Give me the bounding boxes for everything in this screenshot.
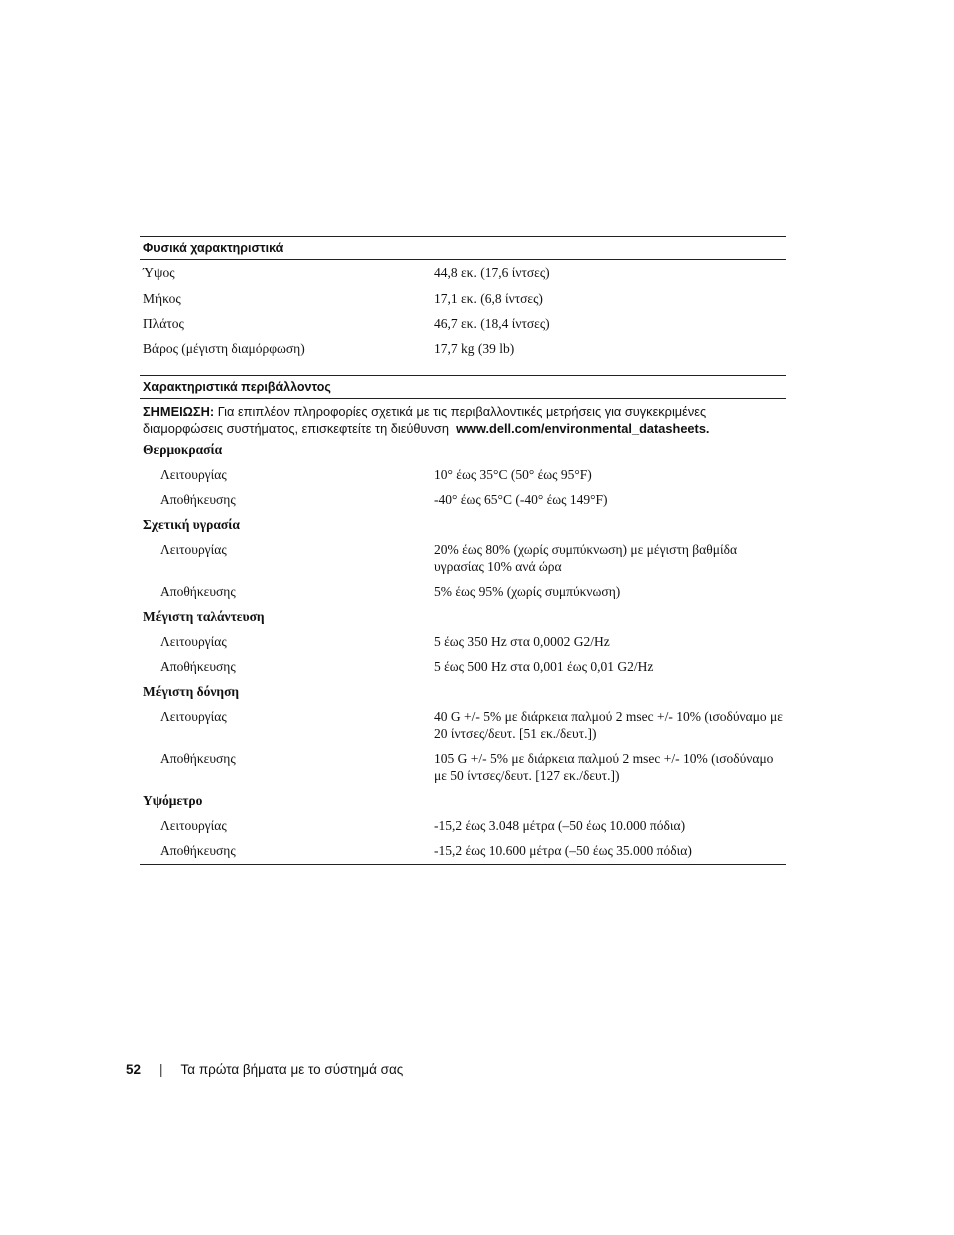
specifications-table [140, 236, 786, 865]
group-heading-altitude: Υψόμετρο [143, 793, 203, 808]
spec-row [140, 814, 786, 839]
spec-value: 17,7 kg (39 lb) [434, 341, 515, 356]
spec-value: -15,2 έως 3.048 μέτρα (–50 έως 10.000 πόδια) [434, 818, 686, 833]
spec-label: Μήκος [143, 291, 181, 306]
spec-row [140, 655, 786, 680]
spec-row-width [140, 312, 786, 337]
spec-row [140, 839, 786, 864]
spec-value: 17,1 εκ. (6,8 ίντσες) [434, 291, 543, 306]
spec-value: 20% έως 80% (χωρίς συμπύκνωση) με μέγιστη βαθμίδα υγρασίας 10% ανά ώρα [434, 542, 738, 574]
note-text: Για επιπλέον πληροφορίες σχετικά με τις περιβαλλοντικές μετρήσεις για συγκεκριμένες διαμορφώσεις συστήματος, επισκεφτείτε τη διεύθυνση [143, 404, 707, 436]
spec-value: 105 G +/- 5% με διάρκεια παλμού 2 msec +/- 10% (ισοδύναμο με 50 ίντσες/δευτ. [127 εκ./δευτ.]) [434, 751, 774, 783]
spec-label: Αποθήκευσης [160, 492, 236, 507]
footer-title: Τα πρώτα βήματα με το σύστημά σας [180, 1062, 404, 1077]
spec-row [140, 538, 786, 580]
group-heading-shock: Μέγιστη δόνηση [143, 684, 240, 699]
table-bottom-rule [140, 864, 786, 865]
spec-value: 5 έως 500 Hz στα 0,001 έως 0,01 G2/Hz [434, 659, 654, 674]
environmental-section-heading: Χαρακτηριστικά περιβάλλοντος [140, 375, 786, 399]
spec-label: Ύψος [143, 265, 175, 280]
spec-row-weight [140, 337, 786, 362]
page-number: 52 [126, 1062, 142, 1077]
spec-value: 10° έως 35°C (50° έως 95°F) [434, 467, 592, 482]
spec-label: Βάρος (μέγιστη διαμόρφωση) [143, 341, 305, 356]
spec-label: Λειτουργίας [160, 542, 227, 557]
spec-row-length [140, 287, 786, 312]
spec-row [140, 630, 786, 655]
group-heading-vibration: Μέγιστη ταλάντευση [143, 609, 265, 624]
spec-label: Αποθήκευσης [160, 584, 236, 599]
spec-label: Λειτουργίας [160, 467, 227, 482]
physical-section-heading: Φυσικά χαρακτηριστικά [140, 236, 786, 260]
spec-value: -15,2 έως 10.600 μέτρα (–50 έως 35.000 πόδια) [434, 843, 692, 858]
footer-separator: | [159, 1062, 163, 1077]
spec-value: -40° έως 65°C (-40° έως 149°F) [434, 492, 608, 507]
note-block [140, 399, 786, 438]
spec-value: 40 G +/- 5% με διάρκεια παλμού 2 msec +/- 10% (ισοδύναμο με 20 ίντσες/δευτ. [51 εκ./δευτ.]) [434, 709, 783, 741]
spec-row [140, 463, 786, 488]
group-heading-humidity: Σχετική υγρασία [143, 517, 240, 532]
spec-value: 44,8 εκ. (17,6 ίντσες) [434, 265, 550, 280]
page-footer [126, 1060, 403, 1080]
spec-row [140, 580, 786, 605]
spec-row-height [140, 260, 786, 287]
spec-label: Λειτουργίας [160, 818, 227, 833]
spec-label: Αποθήκευσης [160, 659, 236, 674]
environmental-datasheets-link[interactable]: www.dell.com/environmental_datasheets. [456, 421, 710, 436]
spec-label: Λειτουργίας [160, 709, 227, 724]
spec-label: Λειτουργίας [160, 634, 227, 649]
spec-value: 5% έως 95% (χωρίς συμπύκνωση) [434, 584, 621, 599]
note-label: ΣΗΜΕΙΩΣΗ: [143, 404, 215, 419]
spec-label: Πλάτος [143, 316, 184, 331]
spec-row [140, 705, 786, 747]
spec-label: Αποθήκευσης [160, 751, 236, 766]
spec-value: 46,7 εκ. (18,4 ίντσες) [434, 316, 550, 331]
group-heading-temperature: Θερμοκρασία [143, 442, 223, 457]
spec-row [140, 488, 786, 513]
spec-value: 5 έως 350 Hz στα 0,0002 G2/Hz [434, 634, 610, 649]
spec-row [140, 747, 786, 789]
spec-label: Αποθήκευσης [160, 843, 236, 858]
